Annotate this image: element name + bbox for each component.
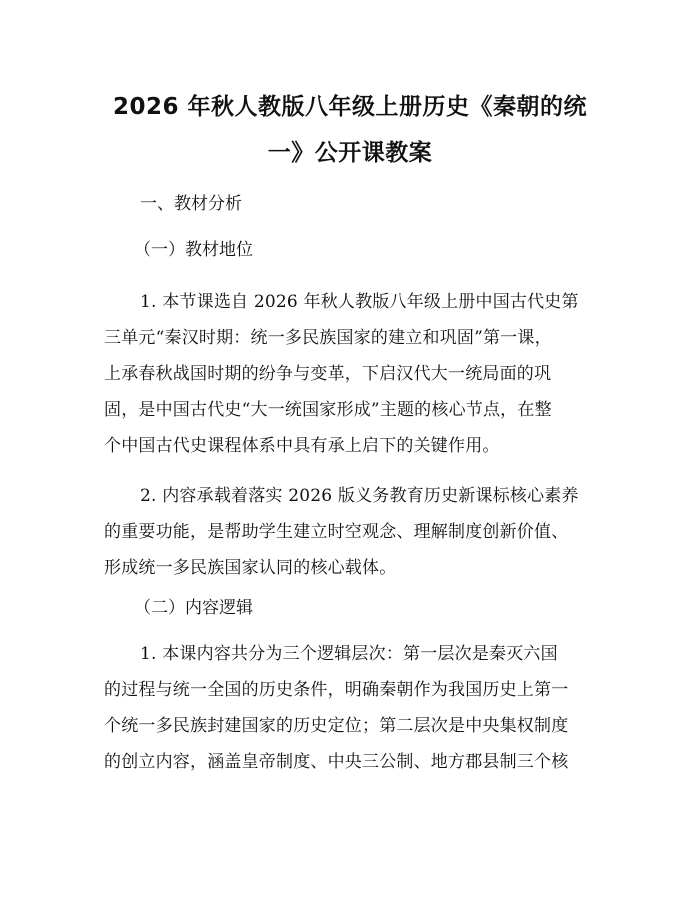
paragraph-line: 固，是中国古代史“大一统国家形成”主题的核心节点，在整 [104,400,552,420]
subsection-heading: （一）教材地位 [134,240,253,260]
section-heading: 一、教材分析 [140,194,242,214]
paragraph-line: 1. 本课内容共分为三个逻辑层次：第一层次是秦灭六国 [140,644,558,664]
paragraph-line: 个统一多民族封建国家的历史定位；第二层次是中央集权制度 [104,716,569,736]
paragraph-line: 三单元“秦汉时期：统一多民族国家的建立和巩固”第一课， [104,328,552,348]
paragraph [104,636,600,780]
paragraph-line: 的创立内容，涵盖皇帝制度、中央三公制、地方郡县制三个核 [104,752,569,772]
title-line: 一》公开课教案 [267,140,433,166]
paragraph [104,284,600,464]
paragraph-line: 的重要功能，是帮助学生建立时空观念、理解制度创新价值、 [104,522,569,542]
paragraph-line: 的过程与统一全国的历史条件，明确秦朝作为我国历史上第一 [104,680,569,700]
paragraph [104,478,600,586]
paragraph-line: 2. 内容承载着落实 2026 版义务教育历史新课标核心素养 [140,486,579,506]
paragraph-line: 个中国古代史课程体系中具有承上启下的关键作用。 [104,436,500,456]
document-title [100,84,600,176]
subsection-heading: （二）内容逻辑 [134,598,253,618]
paragraph-line: 1. 本节课选自 2026 年秋人教版八年级上册中国古代史第 [140,292,579,312]
title-line: 2026 年秋人教版八年级上册历史《秦朝的统 [112,94,588,120]
paragraph-line: 形成统一多民族国家认同的核心载体。 [104,558,397,578]
paragraph-line: 上承春秋战国时期的纷争与变革，下启汉代大一统局面的巩 [104,364,552,384]
